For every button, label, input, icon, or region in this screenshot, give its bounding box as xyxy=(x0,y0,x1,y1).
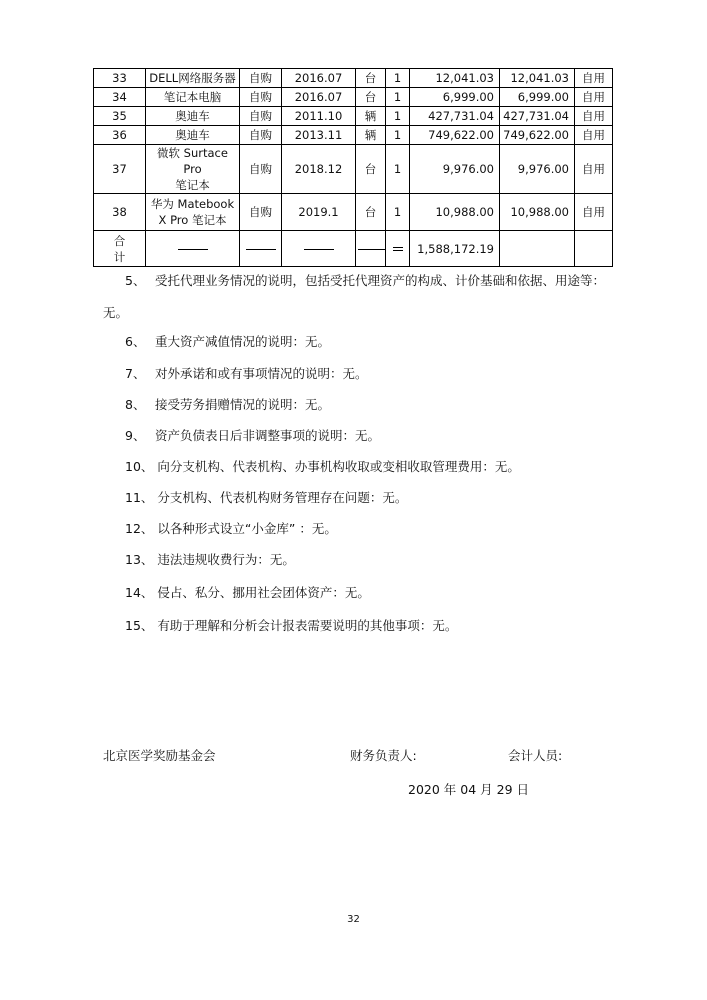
cell-name xyxy=(146,145,240,194)
total-row xyxy=(94,231,613,267)
note-text: 分支机构、代表机构财务管理存在问题：无。 xyxy=(157,490,408,505)
cell-use: 自用 xyxy=(575,126,613,145)
cell-price: 427,731.04 xyxy=(410,107,500,126)
note-text: 对外承诺和或有事项情况的说明：无。 xyxy=(154,366,368,381)
cell-source: 自购 xyxy=(240,126,282,145)
note-item xyxy=(125,552,295,568)
cell-price: 12,041.03 xyxy=(410,69,500,88)
cell-date: 2019.1 xyxy=(282,194,356,231)
cell-amount: 12,041.03 xyxy=(500,69,575,88)
dash-line xyxy=(304,249,334,250)
cell-source: 自购 xyxy=(240,69,282,88)
cell-no: 33 xyxy=(94,69,146,88)
cell-price: 10,988.00 xyxy=(410,194,500,231)
note-text: 受托代理业务情况的说明，包括受托代理资产的构成、计价基础和依据、用途等： xyxy=(154,273,605,288)
note-item xyxy=(125,490,407,506)
page-number: 32 xyxy=(347,914,360,925)
cell-use: 自用 xyxy=(575,107,613,126)
cell-price: 9,976.00 xyxy=(410,145,500,194)
note-text: 违法违规收费行为：无。 xyxy=(157,552,295,567)
cell-name xyxy=(146,69,240,88)
table-row xyxy=(94,107,613,126)
note-item xyxy=(125,428,380,444)
cell-qty: 1 xyxy=(386,69,410,88)
cell-source: 自购 xyxy=(240,194,282,231)
cell-name xyxy=(146,88,240,107)
cell-qty: 1 xyxy=(386,107,410,126)
asset-name-line: 奥迪车 xyxy=(175,128,210,142)
note-text: 向分支机构、代表机构、办事机构收取或变相收取管理费用：无。 xyxy=(157,459,520,474)
asset-name-line: 微软 Surtace Pro xyxy=(157,146,228,176)
empty-cell xyxy=(575,231,613,267)
note-text: 重大资产减值情况的说明：无。 xyxy=(154,334,330,349)
note-number: 5、 xyxy=(125,273,146,288)
total-dash-cell xyxy=(356,231,386,267)
finance-head-label: 财务负责人: xyxy=(350,748,417,763)
cell-amount: 427,731.04 xyxy=(500,107,575,126)
note-text: 以各种形式设立“小金库” ：无。 xyxy=(157,521,337,536)
total-dash-cell xyxy=(146,231,240,267)
cell-unit: 辆 xyxy=(356,107,386,126)
cell-amount: 10,988.00 xyxy=(500,194,575,231)
note-number: 9、 xyxy=(125,428,146,443)
asset-name-line: 笔记本电脑 xyxy=(163,90,222,104)
note-number: 10、 xyxy=(125,459,154,474)
note-5-continuation: 无。 xyxy=(103,305,129,320)
total-label xyxy=(94,231,146,267)
dash-line xyxy=(358,249,386,250)
table-row xyxy=(94,88,613,107)
cell-unit: 台 xyxy=(356,194,386,231)
cell-unit: 台 xyxy=(356,69,386,88)
table-row xyxy=(94,126,613,145)
note-number: 12、 xyxy=(125,521,154,536)
cell-no: 35 xyxy=(94,107,146,126)
table-row xyxy=(94,194,613,231)
dash-line xyxy=(393,250,403,251)
note-number: 13、 xyxy=(125,552,154,567)
cell-source: 自购 xyxy=(240,145,282,194)
cell-price: 6,999.00 xyxy=(410,88,500,107)
fixed-asset-table xyxy=(93,68,613,267)
note-item xyxy=(125,459,520,475)
cell-unit: 台 xyxy=(356,145,386,194)
cell-use: 自用 xyxy=(575,194,613,231)
cell-no: 36 xyxy=(94,126,146,145)
table-row xyxy=(94,145,613,194)
note-number: 14、 xyxy=(125,585,154,600)
total-dash-cell xyxy=(282,231,356,267)
cell-no: 38 xyxy=(94,194,146,231)
cell-use: 自用 xyxy=(575,69,613,88)
note-number: 11、 xyxy=(125,490,154,505)
report-date: 2020 年 04 月 29 日 xyxy=(408,782,529,797)
cell-date: 2016.07 xyxy=(282,69,356,88)
note-number: 15、 xyxy=(125,618,154,633)
asset-name-line: 华为 Matebook xyxy=(150,197,235,211)
asset-name-line: 奥迪车 xyxy=(175,109,210,123)
note-item xyxy=(125,334,330,350)
note-text: 有助于理解和分析会计报表需要说明的其他事项：无。 xyxy=(157,618,458,633)
dash-line xyxy=(246,249,276,250)
note-text: 接受劳务捐赠情况的说明：无。 xyxy=(154,397,330,412)
cell-source: 自购 xyxy=(240,88,282,107)
cell-name xyxy=(146,107,240,126)
asset-name-line: DELL网络服务器 xyxy=(149,71,236,85)
cell-no: 34 xyxy=(94,88,146,107)
organization-name: 北京医学奖励基金会 xyxy=(103,748,216,763)
table-row xyxy=(94,69,613,88)
note-item xyxy=(125,397,330,413)
cell-source: 自购 xyxy=(240,107,282,126)
cell-date: 2013.11 xyxy=(282,126,356,145)
cell-use: 自用 xyxy=(575,88,613,107)
empty-cell xyxy=(500,231,575,267)
total-label-char: 计 xyxy=(113,249,126,264)
note-text: 资产负债表日后非调整事项的说明：无。 xyxy=(154,428,380,443)
accountant-label: 会计人员: xyxy=(508,748,563,763)
cell-date: 2011.10 xyxy=(282,107,356,126)
cell-qty: 1 xyxy=(386,145,410,194)
note-text: 侵占、私分、挪用社会团体资产：无。 xyxy=(157,585,370,600)
total-label-char: 合 xyxy=(113,233,126,248)
cell-date: 2018.12 xyxy=(282,145,356,194)
cell-unit: 台 xyxy=(356,88,386,107)
cell-name xyxy=(146,126,240,145)
total-dash-cell xyxy=(386,231,410,267)
dash-line xyxy=(178,249,208,250)
cell-price: 749,622.00 xyxy=(410,126,500,145)
note-number: 8、 xyxy=(125,397,146,412)
total-dash-cell xyxy=(240,231,282,267)
note-item xyxy=(125,366,368,382)
note-item xyxy=(125,585,370,601)
cell-amount: 6,999.00 xyxy=(500,88,575,107)
cell-qty: 1 xyxy=(386,194,410,231)
cell-qty: 1 xyxy=(386,88,410,107)
cell-amount: 749,622.00 xyxy=(500,126,575,145)
dash-line xyxy=(393,247,403,248)
cell-unit: 辆 xyxy=(356,126,386,145)
total-value: 1,588,172.19 xyxy=(410,231,500,267)
cell-qty: 1 xyxy=(386,126,410,145)
note-item xyxy=(125,273,605,289)
cell-use: 自用 xyxy=(575,145,613,194)
cell-date: 2016.07 xyxy=(282,88,356,107)
note-number: 6、 xyxy=(125,334,146,349)
note-item xyxy=(125,618,457,634)
asset-name-line: X Pro 笔记本 xyxy=(158,213,227,227)
asset-name-line: 笔记本 xyxy=(175,178,210,192)
note-number: 7、 xyxy=(125,366,146,381)
cell-no: 37 xyxy=(94,145,146,194)
cell-name xyxy=(146,194,240,231)
cell-amount: 9,976.00 xyxy=(500,145,575,194)
note-item xyxy=(125,521,337,537)
